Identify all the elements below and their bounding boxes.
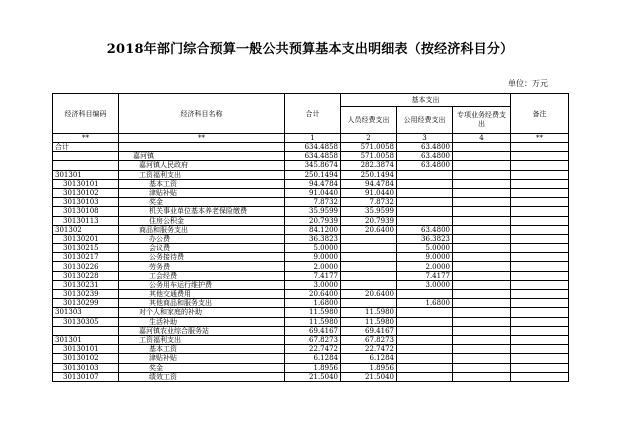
table-row (53, 216, 569, 225)
cell-special (453, 179, 511, 188)
cell-note (511, 170, 569, 179)
table-row (53, 299, 569, 308)
cell-personnel (341, 253, 397, 262)
cell-total: 84.1200 (285, 225, 341, 234)
cell-code: 30130103 (53, 363, 119, 372)
cell-personnel: 20.6400 (341, 225, 397, 234)
cell-special (453, 198, 511, 207)
cell-total: 69.4167 (285, 326, 341, 335)
cell-note (511, 161, 569, 170)
cell-total: 5.0000 (285, 244, 341, 253)
cell-special (453, 326, 511, 335)
cell-public: 1.6800 (397, 299, 453, 308)
cell-personnel (341, 299, 397, 308)
cell-public (397, 308, 453, 317)
cell-code: 301301 (53, 335, 119, 344)
cell-total: 3.0000 (285, 280, 341, 289)
table-row (53, 326, 569, 335)
table-row (53, 271, 569, 280)
cell-total: 21.5040 (285, 372, 341, 381)
cell-personnel: 22.7472 (341, 345, 397, 354)
cell-public (397, 179, 453, 188)
index-cell: 2 (341, 134, 397, 143)
cell-personnel (341, 271, 397, 280)
cell-code: 30130103 (53, 198, 119, 207)
cell-public (397, 326, 453, 335)
header-public: 公用经费支出 (397, 107, 453, 134)
table-row (53, 372, 569, 381)
cell-total: 7.8732 (285, 198, 341, 207)
cell-note (511, 244, 569, 253)
cell-name: 奖金 (119, 198, 285, 207)
cell-code: 30130217 (53, 253, 119, 262)
table-row (53, 335, 569, 344)
cell-name (119, 143, 285, 152)
cell-code: 30130102 (53, 188, 119, 197)
cell-total: 36.3823 (285, 234, 341, 243)
table-row (53, 207, 569, 216)
cell-personnel: 250.1494 (341, 170, 397, 179)
cell-public (397, 198, 453, 207)
header-code: 经济科目编码 (53, 94, 119, 134)
cell-total: 250.1494 (285, 170, 341, 179)
cell-public: 36.3823 (397, 234, 453, 243)
cell-personnel: 7.8732 (341, 198, 397, 207)
cell-total: 20.6400 (285, 290, 341, 299)
cell-total: 2.0000 (285, 262, 341, 271)
cell-name: 津贴补贴 (119, 188, 285, 197)
cell-name: 办公费 (119, 234, 285, 243)
header-note: 备注 (511, 94, 569, 134)
cell-total: 20.7939 (285, 216, 341, 225)
cell-name: 嘉河镇人民政府 (119, 161, 285, 170)
table-row (53, 262, 569, 271)
cell-personnel (341, 244, 397, 253)
cell-note (511, 280, 569, 289)
cell-special (453, 152, 511, 161)
cell-name: 其他商品和服务支出 (119, 299, 285, 308)
index-cell: 1 (285, 134, 341, 143)
cell-code: 30130226 (53, 262, 119, 271)
cell-note (511, 326, 569, 335)
cell-code: 30130228 (53, 271, 119, 280)
cell-code: 30130231 (53, 280, 119, 289)
cell-personnel (341, 262, 397, 271)
index-row (53, 134, 569, 143)
cell-note (511, 363, 569, 372)
cell-public: 2.0000 (397, 262, 453, 271)
table-row (53, 280, 569, 289)
cell-name: 基本工资 (119, 179, 285, 188)
cell-name: 会议费 (119, 244, 285, 253)
cell-note (511, 262, 569, 271)
cell-total: 11.5980 (285, 317, 341, 326)
cell-public (397, 372, 453, 381)
cell-personnel: 20.7939 (341, 216, 397, 225)
cell-name: 津贴补贴 (119, 354, 285, 363)
cell-public (397, 207, 453, 216)
cell-name: 嘉河镇农业综合服务站 (119, 326, 285, 335)
cell-note (511, 143, 569, 152)
cell-code: 301301 (53, 170, 119, 179)
cell-name: 工会经费 (119, 271, 285, 280)
cell-note (511, 253, 569, 262)
cell-note (511, 317, 569, 326)
cell-public (397, 354, 453, 363)
cell-special (453, 253, 511, 262)
index-cell: 4 (453, 134, 511, 143)
cell-total: 94.4784 (285, 179, 341, 188)
cell-code (53, 152, 119, 161)
cell-special (453, 299, 511, 308)
cell-special (453, 262, 511, 271)
cell-code: 30130101 (53, 179, 119, 188)
cell-personnel: 1.8956 (341, 363, 397, 372)
cell-special (453, 308, 511, 317)
cell-special (453, 290, 511, 299)
index-cell: ** (119, 134, 285, 143)
cell-note (511, 345, 569, 354)
table-row (53, 354, 569, 363)
cell-total: 9.0000 (285, 253, 341, 262)
cell-public (397, 317, 453, 326)
cell-note (511, 225, 569, 234)
cell-public: 7.4177 (397, 271, 453, 280)
cell-special (453, 372, 511, 381)
table-row (53, 170, 569, 179)
table-body (53, 143, 569, 382)
cell-code: 30130101 (53, 345, 119, 354)
header-name: 经济科目名称 (119, 94, 285, 134)
cell-special (453, 170, 511, 179)
cell-special (453, 271, 511, 280)
cell-personnel: 282.3874 (341, 161, 397, 170)
unit-label: 单位：万元 (508, 79, 548, 88)
table-row (53, 225, 569, 234)
table-row (53, 345, 569, 354)
cell-total: 35.9599 (285, 207, 341, 216)
cell-personnel: 21.5040 (341, 372, 397, 381)
table-row (53, 152, 569, 161)
cell-note (511, 152, 569, 161)
cell-special (453, 335, 511, 344)
cell-personnel: 11.5980 (341, 317, 397, 326)
cell-public: 63.4800 (397, 225, 453, 234)
cell-note (511, 207, 569, 216)
cell-code: 30130305 (53, 317, 119, 326)
cell-public: 63.4800 (397, 152, 453, 161)
cell-code: 30130102 (53, 354, 119, 363)
cell-code: 30130215 (53, 244, 119, 253)
cell-special (453, 363, 511, 372)
cell-total: 1.6800 (285, 299, 341, 308)
cell-personnel: 69.4167 (341, 326, 397, 335)
cell-name: 奖金 (119, 363, 285, 372)
table-row (53, 363, 569, 372)
cell-public: 5.0000 (397, 244, 453, 253)
table-row (53, 244, 569, 253)
table-row (53, 308, 569, 317)
cell-name: 其他交通费用 (119, 290, 285, 299)
cell-total: 11.5980 (285, 308, 341, 317)
cell-code: 30130201 (53, 234, 119, 243)
table-row (53, 290, 569, 299)
cell-special (453, 280, 511, 289)
cell-code: 30130113 (53, 216, 119, 225)
index-cell: 3 (397, 134, 453, 143)
header-basic: 基本支出 (341, 94, 511, 107)
cell-public (397, 216, 453, 225)
cell-note (511, 299, 569, 308)
cell-special (453, 161, 511, 170)
header-total: 合计 (285, 94, 341, 134)
cell-special (453, 244, 511, 253)
cell-name: 公务接待费 (119, 253, 285, 262)
cell-total: 91.0440 (285, 188, 341, 197)
cell-special (453, 216, 511, 225)
cell-name: 工资福利支出 (119, 335, 285, 344)
cell-note (511, 354, 569, 363)
cell-code: 301303 (53, 308, 119, 317)
cell-public (397, 345, 453, 354)
cell-total: 1.8956 (285, 363, 341, 372)
cell-special (453, 207, 511, 216)
cell-name: 住房公积金 (119, 216, 285, 225)
table-row (53, 161, 569, 170)
cell-name: 绩效工资 (119, 372, 285, 381)
header-personnel: 人员经费支出 (341, 107, 397, 134)
cell-special (453, 345, 511, 354)
cell-public: 63.4800 (397, 143, 453, 152)
cell-note (511, 188, 569, 197)
cell-name: 商品和服务支出 (119, 225, 285, 234)
cell-special (453, 354, 511, 363)
cell-public (397, 170, 453, 179)
table-row (53, 317, 569, 326)
cell-note (511, 198, 569, 207)
cell-name: 嘉河镇 (119, 152, 285, 161)
table-row (53, 198, 569, 207)
cell-name: 对个人和家庭的补助 (119, 308, 285, 317)
cell-code: 301302 (53, 225, 119, 234)
cell-special (453, 188, 511, 197)
cell-special (453, 225, 511, 234)
cell-code (53, 326, 119, 335)
table-row (53, 143, 569, 152)
cell-personnel (341, 234, 397, 243)
cell-total: 634.4858 (285, 143, 341, 152)
cell-total: 345.8674 (285, 161, 341, 170)
cell-code: 30130108 (53, 207, 119, 216)
cell-special (453, 234, 511, 243)
cell-special (453, 317, 511, 326)
header-special: 专项业务经费支出 (453, 107, 511, 134)
index-cell: ** (511, 134, 569, 143)
cell-public: 3.0000 (397, 280, 453, 289)
cell-name: 生活补助 (119, 317, 285, 326)
cell-name: 工资福利支出 (119, 170, 285, 179)
cell-public (397, 335, 453, 344)
cell-personnel: 571.0058 (341, 152, 397, 161)
index-cell: ** (53, 134, 119, 143)
cell-total: 634.4858 (285, 152, 341, 161)
cell-code: 30130299 (53, 299, 119, 308)
table-row (53, 179, 569, 188)
cell-note (511, 335, 569, 344)
cell-public (397, 290, 453, 299)
cell-name: 基本工资 (119, 345, 285, 354)
cell-total: 67.8273 (285, 335, 341, 344)
cell-note (511, 234, 569, 243)
cell-code: 30130107 (53, 372, 119, 381)
cell-code: 30130239 (53, 290, 119, 299)
cell-personnel: 571.0058 (341, 143, 397, 152)
cell-personnel: 20.6400 (341, 290, 397, 299)
cell-total: 7.4177 (285, 271, 341, 280)
cell-personnel: 11.5980 (341, 308, 397, 317)
cell-public (397, 188, 453, 197)
cell-name: 机关事业单位基本养老保险缴费 (119, 207, 285, 216)
cell-personnel: 35.9599 (341, 207, 397, 216)
cell-personnel: 94.4784 (341, 179, 397, 188)
cell-note (511, 372, 569, 381)
cell-name: 劳务费 (119, 262, 285, 271)
cell-special (453, 143, 511, 152)
cell-public: 9.0000 (397, 253, 453, 262)
cell-note (511, 290, 569, 299)
cell-name: 公务用车运行维护费 (119, 280, 285, 289)
cell-code (53, 161, 119, 170)
page-title: 2018年部门综合预算一般公共预算基本支出明细表（按经济科目分） (106, 42, 514, 57)
cell-personnel: 91.0440 (341, 188, 397, 197)
cell-note (511, 179, 569, 188)
table-row (53, 188, 569, 197)
cell-note (511, 216, 569, 225)
cell-public: 63.4800 (397, 161, 453, 170)
cell-note (511, 308, 569, 317)
table-row (53, 253, 569, 262)
cell-personnel: 67.8273 (341, 335, 397, 344)
cell-public (397, 363, 453, 372)
cell-personnel: 6.1284 (341, 354, 397, 363)
cell-total: 6.1284 (285, 354, 341, 363)
cell-personnel (341, 280, 397, 289)
cell-note (511, 271, 569, 280)
budget-table (52, 93, 569, 382)
cell-total: 22.7472 (285, 345, 341, 354)
cell-code: 合计 (53, 143, 119, 152)
table-row (53, 234, 569, 243)
